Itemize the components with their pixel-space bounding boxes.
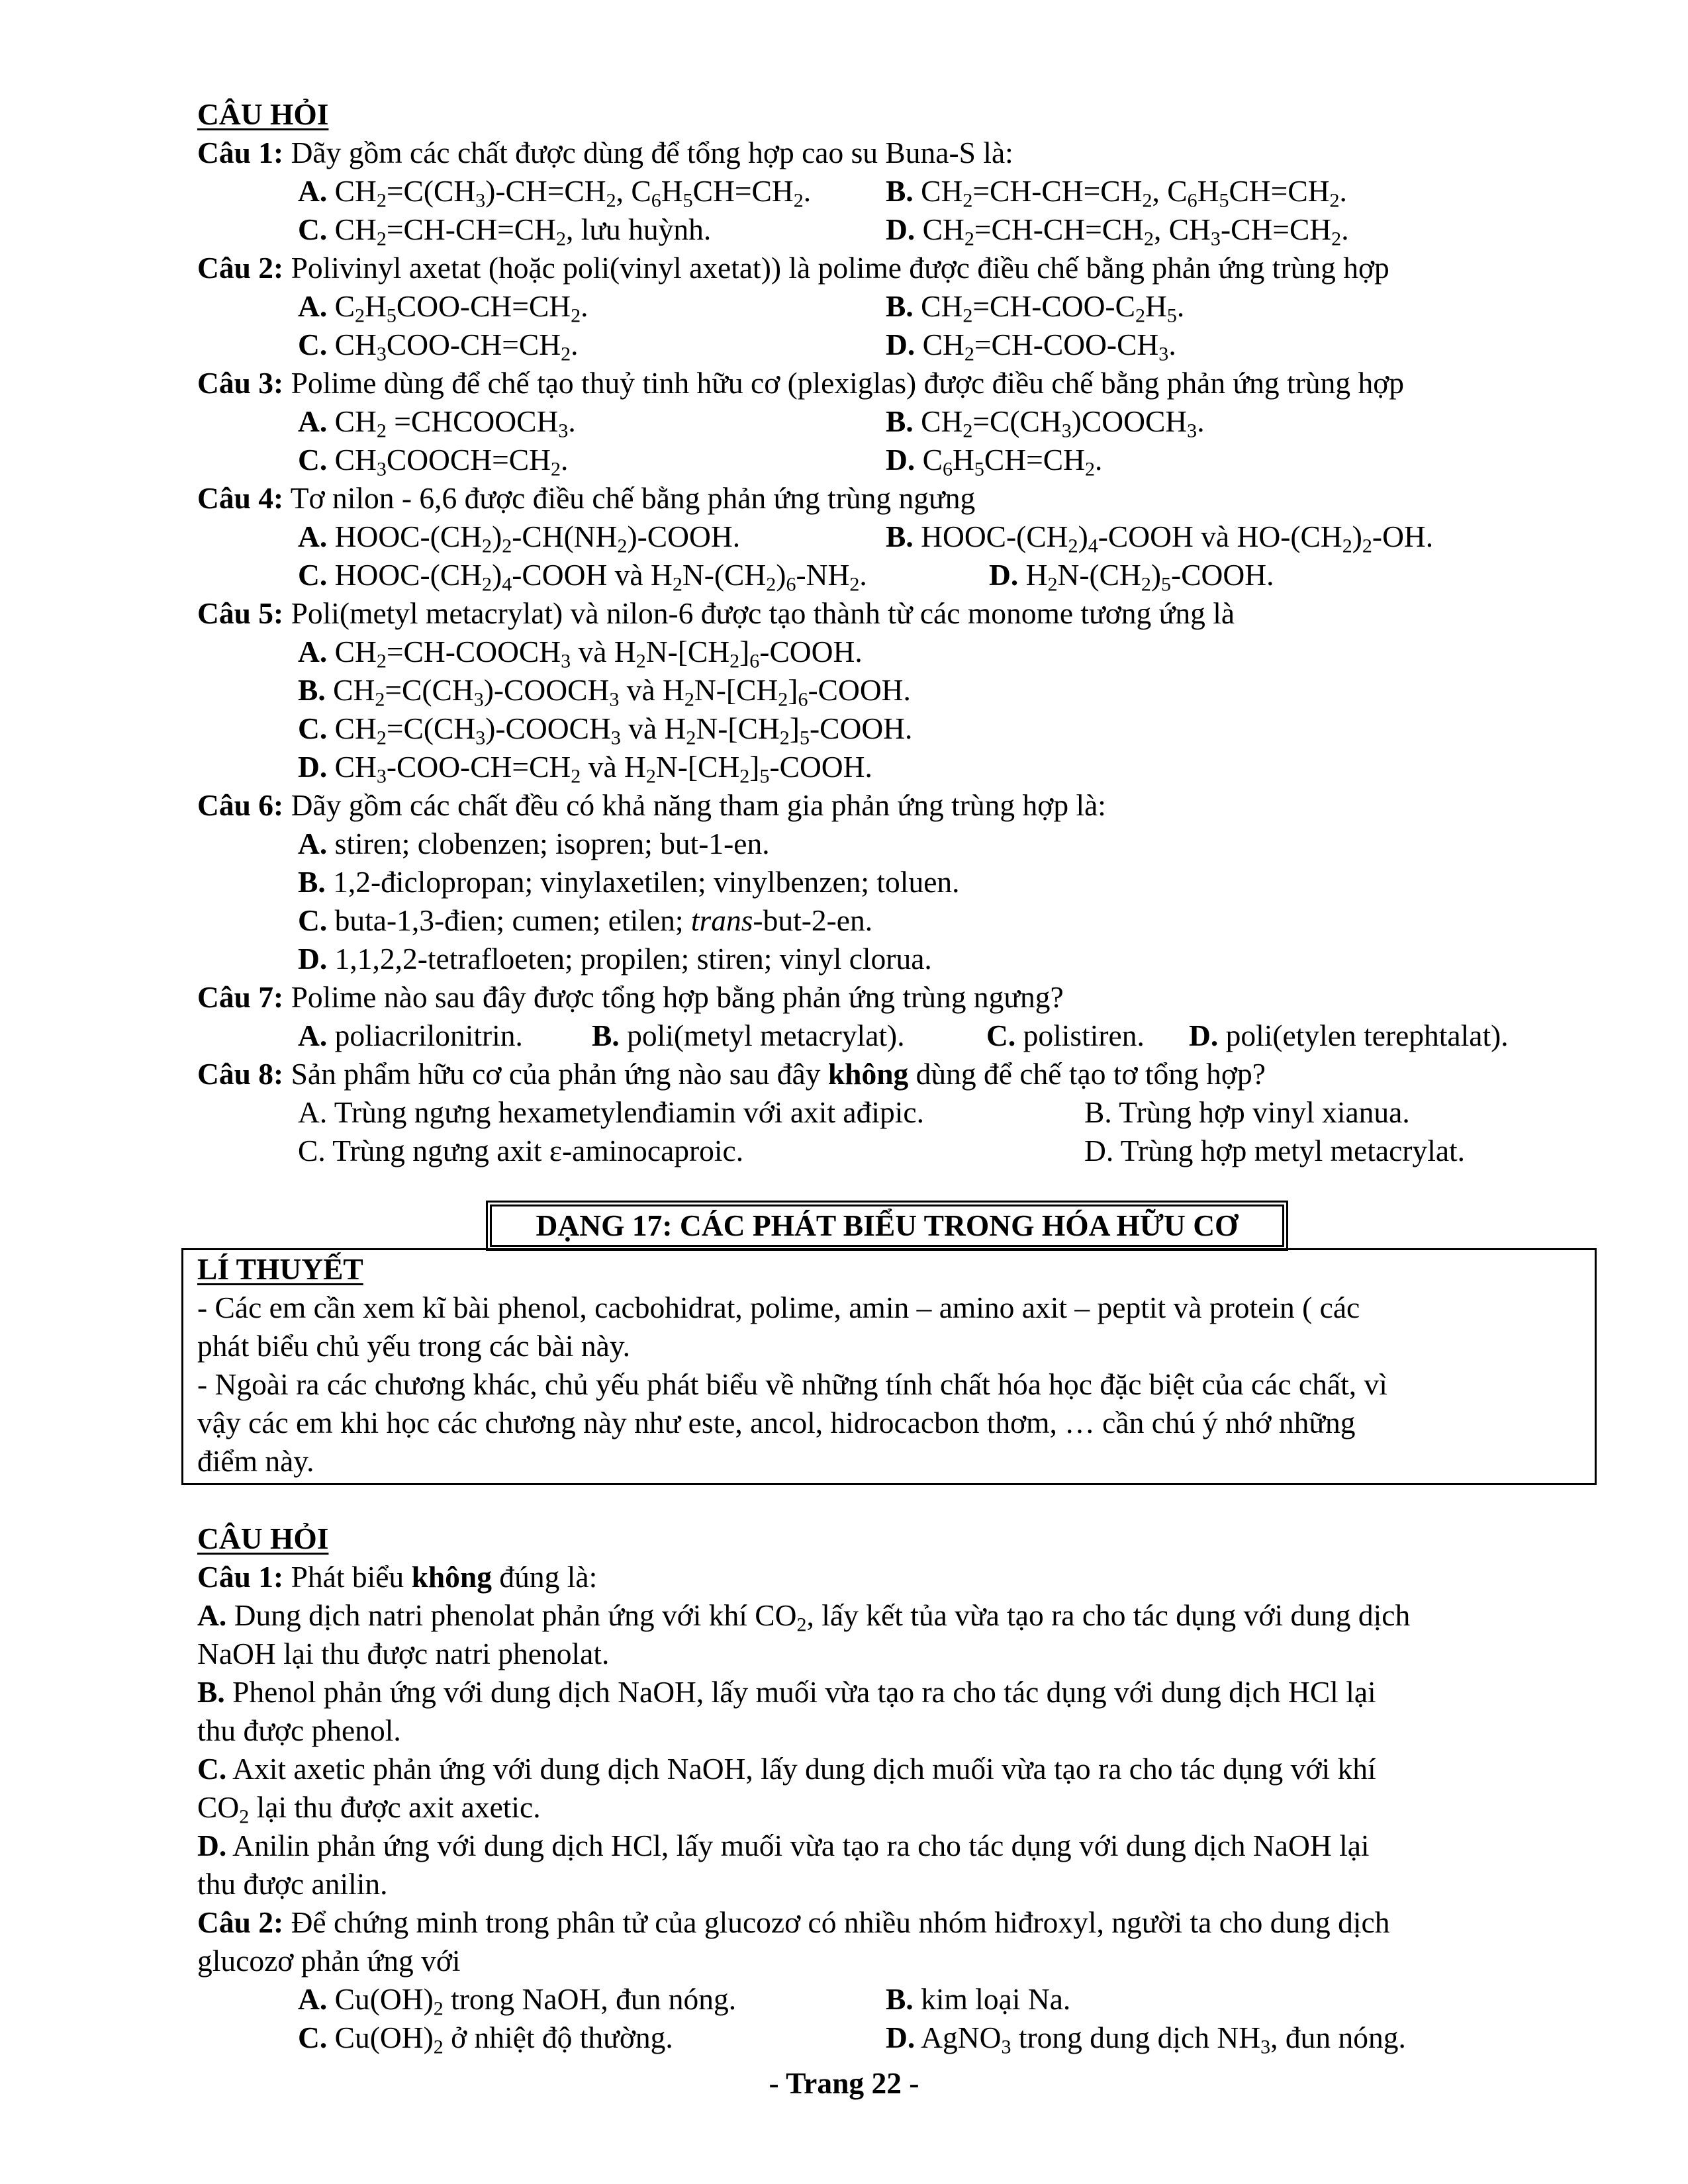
q5-option-b: B. $CH_2=C(CH_3)-COOCH_3$ và $H_2N-[CH_2]_6$-COOH. xyxy=(298,673,911,711)
theory-line-2: phát biểu chủ yếu trong các bài này. xyxy=(197,1329,631,1363)
q8-option-a: A. Trùng ngưng hexametylenđiamin với axit ađipic. xyxy=(298,1095,924,1129)
q6-option-b: B. 1,2-điclopropan; vinylaxetilen; vinylbenzen; toluen. xyxy=(298,865,960,899)
p2-q1-option-a: A. Dung dịch natri phenolat phản ứng với khí $CO_2$, lấy kết tủa vừa tạo ra cho tác dụng với dung dịch xyxy=(197,1598,1411,1636)
p2-q1-option-d: D. Anilin phản ứng với dung dịch HCl, lấy muối vừa tạo ra cho tác dụng với dung dịch NaOH lại xyxy=(197,1829,1370,1862)
question-2: Câu 2: Polivinyl axetat (hoặc poli(vinyl axetat)) là polime được điều chế bằng phản ứng trùng hợp xyxy=(197,251,1389,285)
q2-option-b: B. $CH_2=CH-COO-C_2H_5$. xyxy=(886,289,1185,327)
p2-question-2-cont: glucozơ phản ứng với xyxy=(197,1944,461,1978)
q4-option-c: C. HOOC-$(CH_2)_4$-COOH và $H_2N-(CH_2)_6-NH_2$. xyxy=(298,558,867,596)
q3-option-c: C. $CH_3COOCH=CH_2$. xyxy=(298,443,569,480)
question-5: Câu 5: Poli(metyl metacrylat) và nilon-6 được tạo thành từ các monome tương ứng là xyxy=(197,596,1235,630)
question-1: Câu 1: Dãy gồm các chất được dùng để tổng hợp cao su Buna-S là: xyxy=(197,136,1013,169)
q1-option-b: B. $CH_2=CH-CH=CH_2$, $C_6H_5CH=CH_2$. xyxy=(886,174,1347,212)
question-3: Câu 3: Polime dùng để chế tạo thuỷ tinh hữu cơ (plexiglas) được điều chế bằng phản ứng trùng hợp xyxy=(197,366,1405,400)
q4-option-b: B. HOOC-$(CH_2)_4$-COOH và $HO-(CH_2)_2-OH$. xyxy=(886,520,1434,557)
q6-option-d: D. 1,1,2,2-tetrafloeten; propilen; stiren; vinyl clorua. xyxy=(298,942,932,976)
q8-option-d: D. Trùng hợp metyl metacrylat. xyxy=(1084,1134,1466,1167)
q4-option-a: A. HOOC-$(CH_2)_2-CH(NH_2)$-COOH. xyxy=(298,520,741,557)
q3-option-b: B. $CH_2=C(CH_3)COOCH_3$. xyxy=(886,404,1205,442)
theory-line-1: - Các em cần xem kĩ bài phenol, cacbohidrat, polime, amin – amino axit – peptit và protein ( các xyxy=(197,1291,1360,1324)
theory-line-3: - Ngoài ra các chương khác, chủ yếu phát biểu về những tính chất hóa học đặc biệt của các chất, vì xyxy=(197,1367,1387,1401)
q8-option-c: C. Trùng ngưng axit ε-aminocaproic. xyxy=(298,1134,744,1167)
p2-question-1: Câu 1: Phát biểu không đúng là: xyxy=(197,1560,598,1594)
q5-option-d: D. $CH_3-COO-CH=CH_2$ và $H_2N-[CH_2]_5$-COOH. xyxy=(298,750,872,788)
q1-option-a: A. $CH_2=C(CH_3)-CH=CH_2$, $C_6H_5CH=CH_2$. xyxy=(298,174,812,212)
p2-q1-option-c: C. Axit axetic phản ứng với dung dịch NaOH, lấy dung dịch muối vừa tạo ra cho tác dụng với khí xyxy=(197,1752,1376,1786)
q2-option-c: C. $CH_3COO-CH=CH_2$. xyxy=(298,328,579,365)
p2-q1-option-a-cont: NaOH lại thu được natri phenolat. xyxy=(197,1637,610,1670)
page-number: - Trang 22 - xyxy=(769,2066,919,2100)
q1-option-d: D. $CH_2=CH-CH=CH_2$, $CH_3-CH=CH_2$. xyxy=(886,212,1349,250)
p2-question-2: Câu 2: Để chứng minh trong phân tử của glucozơ có nhiều nhóm hiđroxyl, người ta cho dung dịch xyxy=(197,1905,1390,1939)
section-title: DẠNG 17: CÁC PHÁT BIỂU TRONG HÓA HỮU CƠ xyxy=(490,1205,1284,1247)
p2-q1-option-d-cont: thu được anilin. xyxy=(197,1867,388,1901)
p2-q2-option-b: B. kim loại Na. xyxy=(886,1982,1071,2016)
q5-option-a: A. $CH_2=CH-COOCH_3$ và $H_2N-[CH_2]_6$-COOH. xyxy=(298,635,863,672)
question-8: Câu 8: Sản phẩm hữu cơ của phản ứng nào sau đây không dùng để chế tạo tơ tổng hợp? xyxy=(197,1057,1266,1091)
q7-option-b: B. poli(metyl metacrylat). xyxy=(592,1019,905,1052)
q2-option-d: D. $CH_2=CH-COO-CH_3$. xyxy=(886,328,1176,365)
q3-option-d: D. $C_6H_5CH=CH_2$. xyxy=(886,443,1103,480)
heading-questions-2: CÂU HỎI xyxy=(197,1522,329,1555)
theory-line-4: vậy các em khi học các chương này như este, ancol, hidrocacbon thơm, … cần chú ý nhớ những xyxy=(197,1406,1356,1439)
q7-option-d: D. poli(etylen terephtalat). xyxy=(1189,1019,1509,1052)
q6-option-c: C. buta-1,3-đien; cumen; etilen; trans-but-2-en. xyxy=(298,903,873,937)
p2-q2-option-a: A. $Cu(OH)_2$ trong NaOH, đun nóng. xyxy=(298,1982,737,2020)
q7-option-c: C. polistiren. xyxy=(986,1019,1145,1052)
heading-questions-1: CÂU HỎI xyxy=(197,97,329,131)
p2-q2-option-d: D. AgNO$_3$ trong dung dịch $NH_3$, đun nóng. xyxy=(886,2021,1406,2058)
theory-heading: LÍ THUYẾT xyxy=(197,1252,363,1286)
q6-option-a: A. stiren; clobenzen; isopren; but-1-en. xyxy=(298,827,770,860)
q7-option-a: A. poliacrilonitrin. xyxy=(298,1019,523,1052)
q8-option-b: B. Trùng hợp vinyl xianua. xyxy=(1084,1095,1410,1129)
q2-option-a: A. $C_2H_5COO-CH=CH_2$. xyxy=(298,289,588,327)
p2-q1-option-b-cont: thu được phenol. xyxy=(197,1713,401,1747)
question-4: Câu 4: Tơ nilon - 6,6 được điều chế bằng phản ứng trùng ngưng xyxy=(197,481,976,515)
p2-q1-option-c-cont: $CO_2$ lại thu được axit axetic. xyxy=(197,1790,541,1828)
q1-option-c: C. $CH_2=CH-CH=CH_2$, lưu huỳnh. xyxy=(298,212,712,250)
q4-option-d: D. $H_2N-(CH_2)_5$-COOH. xyxy=(989,558,1274,596)
p2-q1-option-b: B. Phenol phản ứng với dung dịch NaOH, lấy muối vừa tạo ra cho tác dụng với dung dịch HCl lại xyxy=(197,1675,1376,1709)
q5-option-c: C. $CH_2=C(CH_3)-COOCH_3$ và $H_2N-[CH_2]_5$-COOH. xyxy=(298,711,913,749)
q3-option-a: A. $CH_2$ $=CHCOOCH_3$. xyxy=(298,404,576,442)
question-6: Câu 6: Dãy gồm các chất đều có khả năng tham gia phản ứng trùng hợp là: xyxy=(197,788,1106,822)
theory-line-5: điểm này. xyxy=(197,1444,314,1478)
question-7: Câu 7: Polime nào sau đây được tổng hợp bằng phản ứng trùng ngưng? xyxy=(197,980,1064,1014)
p2-q2-option-c: C. $Cu(OH)_2$ ở nhiệt độ thường. xyxy=(298,2021,673,2058)
